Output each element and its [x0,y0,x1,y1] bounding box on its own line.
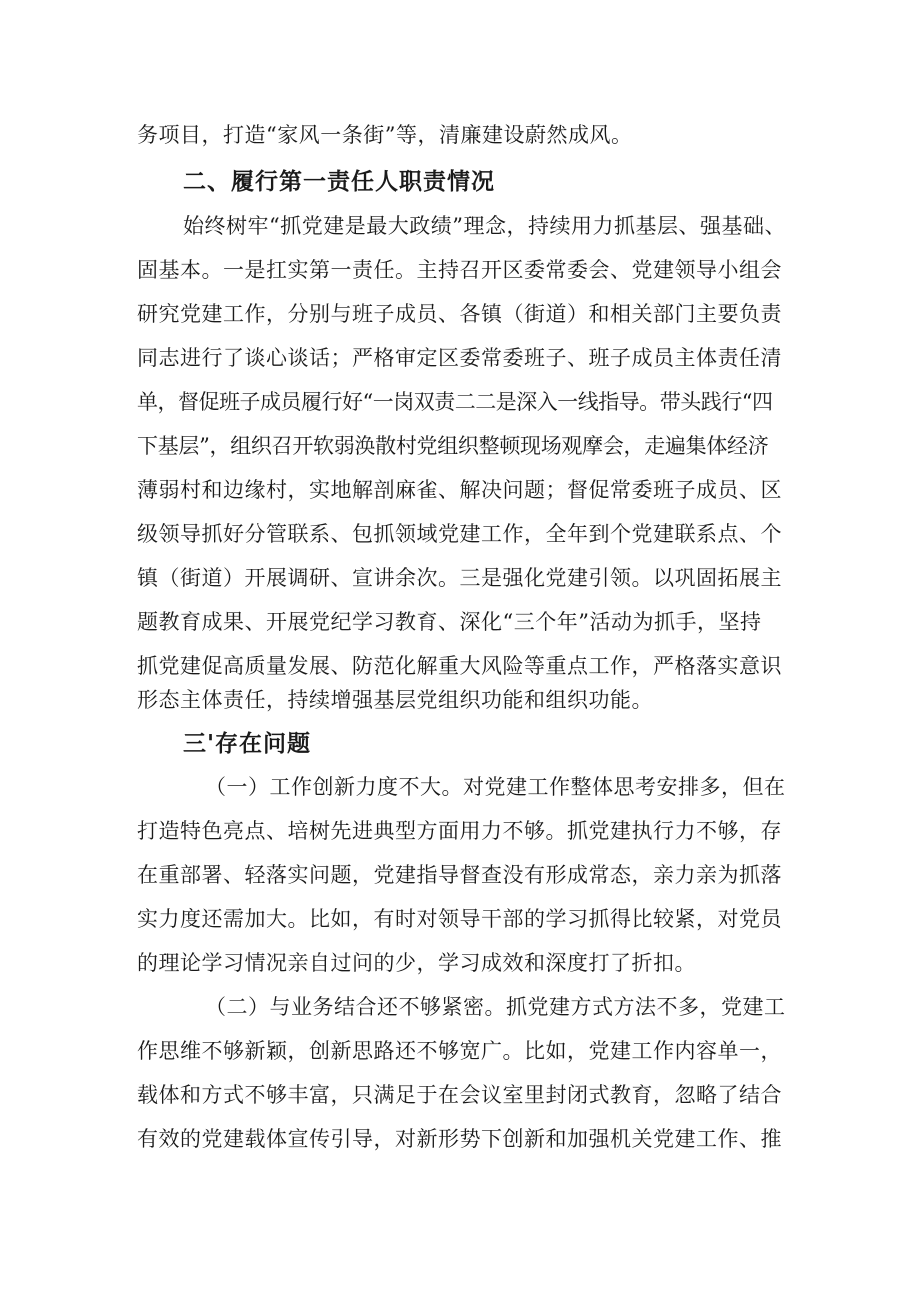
paragraph-line: 题教育成果、开展党纪学习教育、深化“三个年”活动为抓手，坚持 [137,610,762,634]
section-heading: 二、履行第一责任人职责情况 [183,169,495,195]
paragraph-line: 有效的党建载体宣传引导，对新形势下创新和加强机关党建工作、推 [137,1127,782,1151]
paragraph-line: 研究党建工作，分别与班子成员、各镇（街道）和相关部门主要负责 [137,302,782,326]
paragraph-line: 同志进行了谈心谈话；严格审定区委常委班子、班子成员主体责任清 [137,346,782,370]
paragraph-line: 镇（街道）开展调研、宣讲余次。三是强化党建引领。以巩固拓展主 [137,566,782,590]
paragraph-line: 在重部署、轻落实问题，党建指导督查没有形成常态，亲力亲为抓落 [137,863,782,887]
paragraph-line: 薄弱村和边缘村，实地解剖麻雀、解决问题；督促常委班子成员、区 [137,478,782,502]
paragraph-line: 作思维不够新颖，创新思路还不够宽广。比如，党建工作内容单一， [137,1039,782,1063]
paragraph-line: （一）工作创新力度不大。对党建工作整体思考安排多，但在 [205,775,786,799]
paragraph-line: 单，督促班子成员履行好“一岗双责二二是深入一线指导。带头践行“四 [137,390,773,414]
paragraph-line: 级领导抓好分管联系、包抓领域党建工作，全年到个党建联系点、个 [137,522,782,546]
paragraph-line: 打造特色亮点、培树先进典型方面用力不够。抓党建执行力不够，存 [137,819,782,843]
paragraph-line: 实力度还需加大。比如，有时对领导干部的学习抓得比较紧，对党员 [137,907,782,931]
section-heading: 三'存在问题 [183,731,312,757]
paragraph-line: 固基本。一是扛实第一责任。主持召开区委常委会、党建领导小组会 [137,258,782,282]
paragraph-line: 始终树牢“抓党建是最大政绩”理念，持续用力抓基层、强基础、 [183,214,786,238]
paragraph-line: 载体和方式不够丰富，只满足于在会议室里封闭式教育，忽略了结合 [137,1083,782,1107]
paragraph-line: 下基层”，组织召开软弱涣散村党组织整顿现场观摩会，走遍集体经济 [137,434,769,458]
paragraph-line: 形态主体责任，持续增强基层党组织功能和组织功能。 [137,688,653,712]
paragraph-line: 抓党建促高质量发展、防范化解重大风险等重点工作，严格落实意识 [137,654,782,678]
paragraph-line: 务项目，打造“家风一条街”等，清廉建设蔚然成风。 [137,123,633,147]
paragraph-line: （二）与业务结合还不够紧密。抓党建方式方法不多，党建工 [205,995,786,1019]
paragraph-line: 的理论学习情况亲自过问的少，学习成效和深度打了折扣。 [137,951,696,975]
